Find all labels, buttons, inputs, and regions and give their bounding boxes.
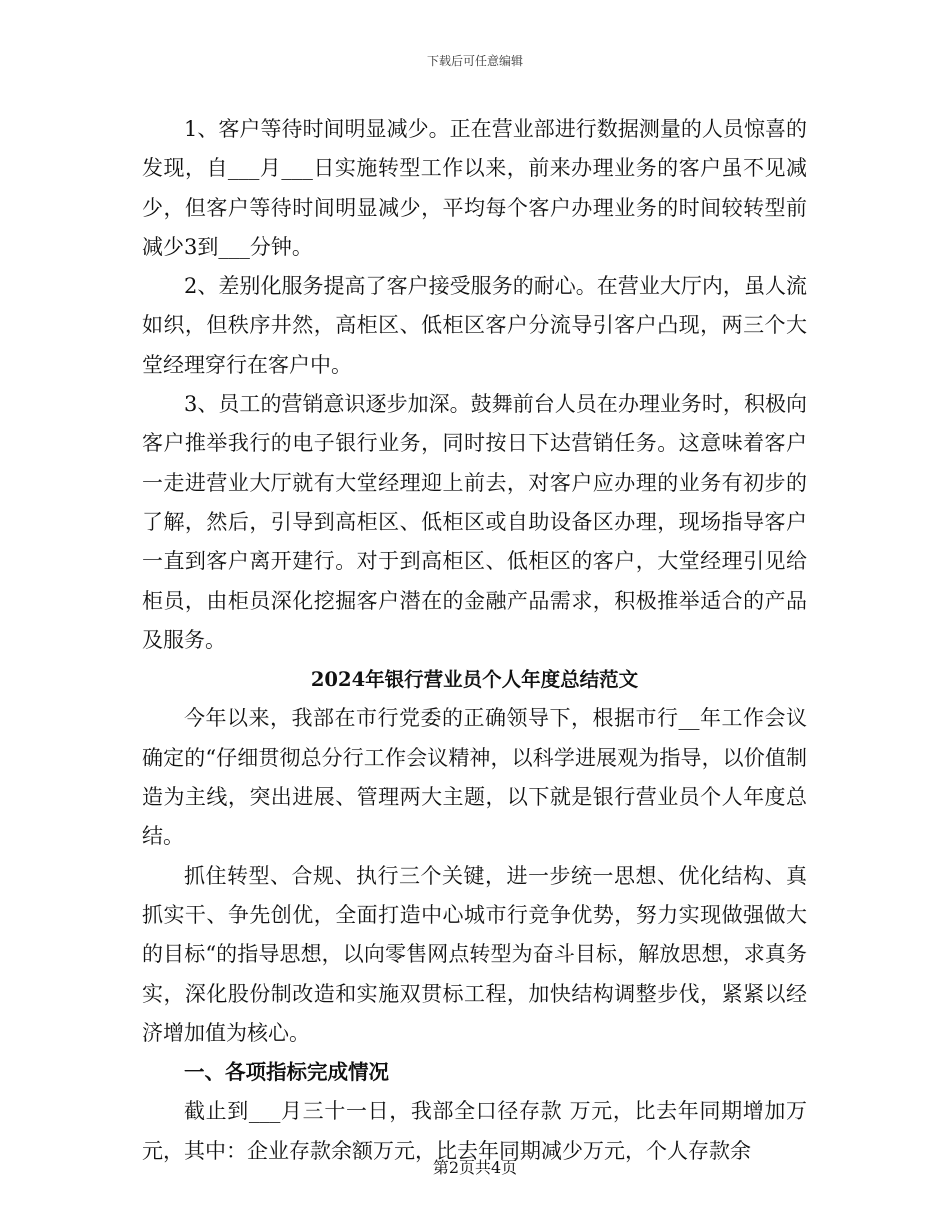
document-title: 2024年银行营业员个人年度总结范文 — [310, 668, 639, 692]
section-heading: 一、各项指标完成情况 — [184, 1060, 389, 1085]
paragraph-4: 今年以来，我部在市行党委的正确领导下，根据市行__年工作会议确定的“仔细贯彻总分行工作会议精神，以科学进展观为指导，以价值制造为主线，突出进展、管理两大主题，以下就是银行营业员个人年度总结。 — [142, 706, 807, 849]
page-header: 下载后可任意编辑 — [426, 54, 523, 68]
paragraph-5: 抓住转型、合规、执行三个关键，进一步统一思想、优化结构、真抓实干、争先创优，全面打造中心城市行竞争优势，努力实现做强做大的目标“的指导思想，以向零售网点转型为奋斗目标，解放思想，求真务实，深化股份制改造和实施双贯标工程，加快结构调整步伐，紧紧以经济增加值为核心。 — [142, 863, 807, 1045]
document-body — [142, 110, 807, 1171]
paragraph-3: 3、员工的营销意识逐步加深。鼓舞前台人员在办理业务时，积极向客户推举我行的电子银行业务，同时按日下达营销任务。这意味着客户一走进营业大厅就有大堂经理迎上前去，对客户应办理的业务有初步的了解，然后，引导到高柜区、低柜区或自助设备区办理，现场指导客户一直到客户离开建行。对于到高柜区、低柜区的客户，大堂经理引见给柜员，由柜员深化挖掘客户潜在的金融产品需求，积极推举适合的产品及服务。 — [142, 392, 807, 652]
paragraph-6: 截止到___月三十一日，我部全口径存款 万元，比去年同期增加万元，其中：企业存款余额万元，比去年同期减少万元，个人存款余 — [142, 1099, 807, 1163]
page-footer: 第2页共4页 — [432, 1158, 518, 1177]
paragraph-1: 1、客户等待时间明显减少。正在营业部进行数据测量的人员惊喜的发现，自___月___日实施转型工作以来，前来办理业务的客户虽不见减少，但客户等待时间明显减少，平均每个客户办理业务的时间较转型前减少3到___分钟。 — [142, 117, 807, 259]
paragraph-2: 2、差别化服务提高了客户接受服务的耐心。在营业大厅内，虽人流如织，但秩序井然，高柜区、低柜区客户分流导引客户凸现，两三个大堂经理穿行在客户中。 — [142, 274, 807, 377]
